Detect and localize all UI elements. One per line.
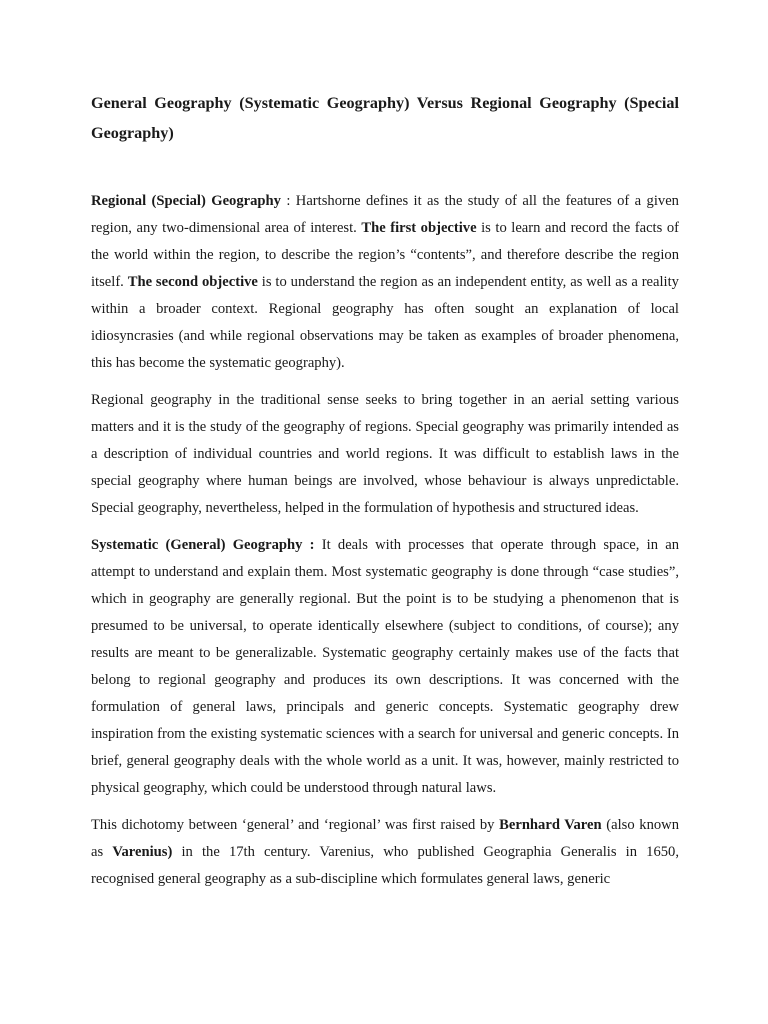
document-title: General Geography (Systematic Geography) Versus Regional Geography (Special Geography) — [91, 94, 679, 142]
term-systematic-general-geography: Systematic (General) Geography : — [91, 537, 315, 553]
text-run: : Hartshorne defines it as the study of all the features of a given region, any two-dimensional area of interest. — [91, 193, 679, 236]
text-run: in the 17th century. Varenius, who published Geographia Generalis in 1650, recognised general geography as a sub-discipline which formulates general laws, generic — [91, 844, 679, 887]
text-run: This dichotomy between ‘general’ and ‘regional’ was first raised by — [91, 817, 500, 833]
name-varenius: Varenius) — [112, 844, 173, 860]
paragraph-systematic-geography — [91, 532, 679, 802]
text-run: is to learn and record the facts of the world within the region, to describe the region’s “contents”, and therefore describe the region itself. — [91, 220, 679, 290]
paragraph-traditional-sense — [91, 387, 679, 522]
text-run: is to understand the region as an independent entity, as well as a reality within a broader context. Regional geography has often sought an explanation of local idiosyncrasies (and while regional observations may be taken as examples of broader phenomena, this has become the systematic geography). — [91, 274, 679, 371]
paragraph-dichotomy — [91, 812, 679, 893]
text-run: Regional geography in the traditional sense seeks to bring together in an aerial setting various matters and it is the study of the geography of regions. Special geography was primarily intended as a description of individual countries and world regions. It was difficult to establish laws in the special geography where human beings are involved, whose behaviour is always unpredictable. Special geography, nevertheless, helped in the formulation of hypothesis and structured ideas. — [91, 392, 679, 516]
term-second-objective: The second objective — [127, 274, 258, 290]
text-run: (also known as — [91, 817, 679, 860]
name-bernhard-varen: Bernhard Varen — [499, 817, 602, 833]
text-run: It deals with processes that operate through space, in an attempt to understand and explain them. Most systematic geography is done through “case studies”, which in geography are generally regional. But the point is to be studying a phenomenon that is presumed to be universal, to operate identically elsewhere (subject to conditions, of course); any results are meant to be generalizable. Systematic geography certainly makes use of the facts that belong to regional geography and produces its own descriptions. It was concerned with the formulation of general laws, principals and generic concepts. Systematic geography drew inspiration from the existing systematic sciences with a search for universal and generic concepts. In brief, general geography deals with the whole world as a unit. It was, however, mainly restricted to physical geography, which could be understood through natural laws. — [91, 537, 679, 796]
term-first-objective: The first objective — [361, 220, 477, 236]
document-body — [91, 188, 679, 893]
paragraph-regional-geography — [91, 188, 679, 377]
term-regional-special-geography: Regional (Special) Geography — [91, 193, 281, 209]
